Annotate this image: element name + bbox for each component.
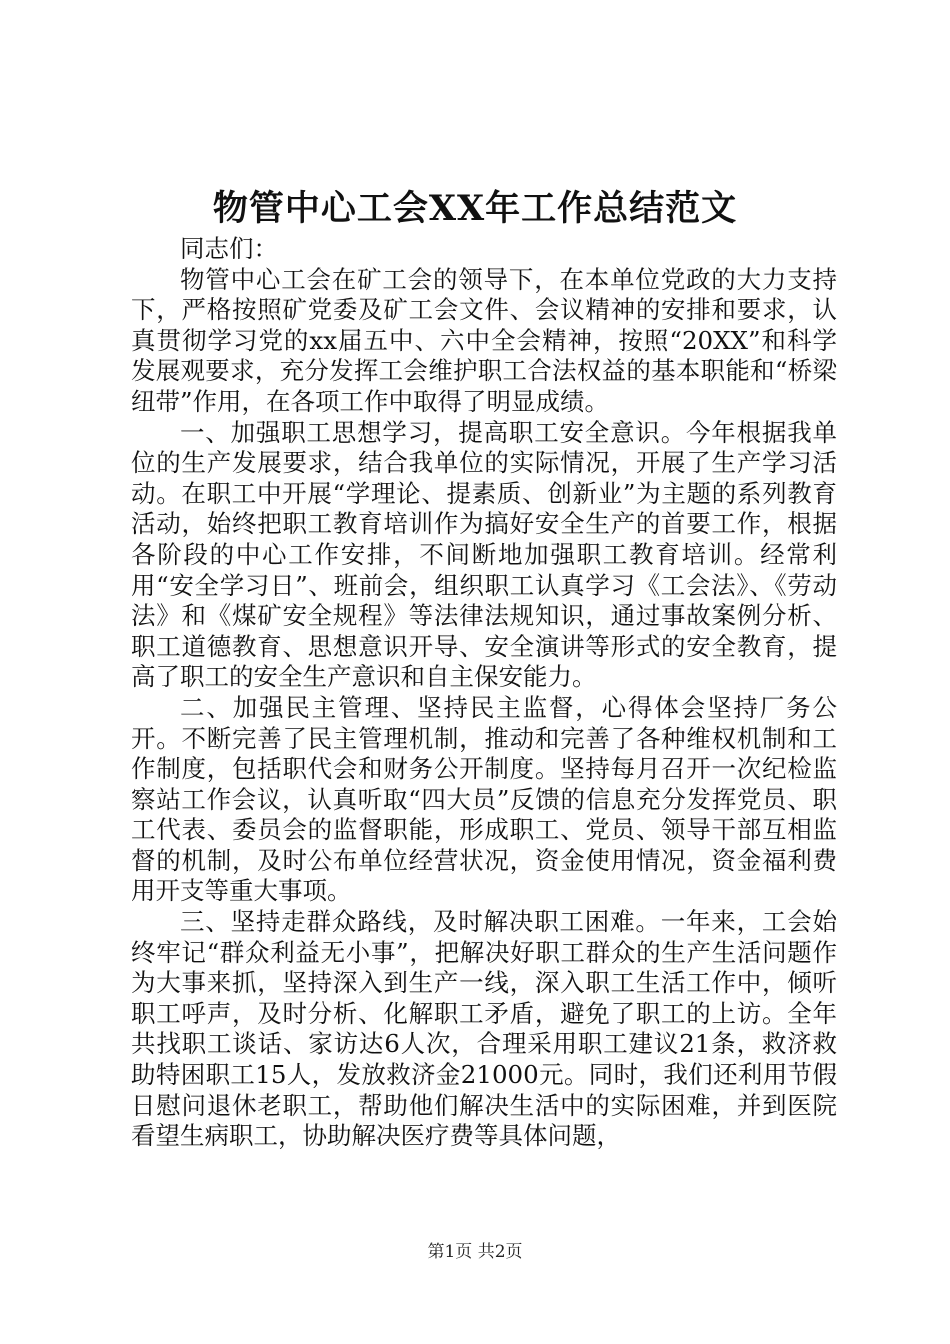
- paragraph-intro: 物管中心工会在矿工会的领导下，在本单位党政的大力支持下，严格按照矿党委及矿工会文件、会议精神的安排和要求，认真贯彻学习党的xx届五中、六中全会精神，按照“20XX”和科学发展观要求，充分发挥工会维护职工合法权益的基本职能和“桥梁纽带”作用，在各项工作中取得了明显成绩。: [131, 264, 837, 416]
- document-title: 物管中心工会XX年工作总结范文: [212, 188, 738, 229]
- paragraph-section-3: 三、坚持走群众路线，及时解决职工困难。一年来，工会始终牢记“群众利益无小事”，把解决好职工群众的生产生活问题作为大事来抓，坚持深入到生产一线，深入职工生活工作中，倾听职工呼声，及时分析、化解职工矛盾，避免了职工的上访。全年共找职工谈话、家访达6人次，合理采用职工建议21条，救济救助特困职工15人，发放救济金21000元。同时，我们还利用节假日慰问退休老职工，帮助他们解决生活中的实际困难，并到医院看望生病职工，协助解决医疗费等具体问题，: [131, 907, 837, 1151]
- document-body: [131, 234, 837, 1152]
- page-number-footer: 第1页 共2页: [427, 1242, 523, 1262]
- salutation: 同志们：: [180, 234, 278, 263]
- paragraph-section-1: 一、加强职工思想学习，提高职工安全意识。今年根据我单位的生产发展要求，结合我单位的实际情况，开展了生产学习活动。在职工中开展“学理论、提素质、创新业”为主题的系列教育活动，始终把职工教育培训作为搞好安全生产的首要工作，根据各阶段的中心工作安排，不间断地加强职工教育培训。经常利用“安全学习日”、班前会，组织职工认真学习《工会法》、《劳动法》和《煤矿安全规程》等法律法规知识，通过事故案例分析、职工道德教育、思想意识开导、安全演讲等形式的安全教育，提高了职工的安全生产意识和自主保安能力。: [131, 417, 837, 692]
- paragraph-section-2: 二、加强民主管理、坚持民主监督，心得体会坚持厂务公开。不断完善了民主管理机制，推动和完善了各种维权机制和工作制度，包括职代会和财务公开制度。坚持每月召开一次纪检监察站工作会议，认真听取“四大员”反馈的信息充分发挥党员、职工代表、委员会的监督职能，形成职工、党员、领导干部互相监督的机制，及时公布单位经营状况，资金使用情况，资金福利费用开支等重大事项。: [131, 692, 837, 906]
